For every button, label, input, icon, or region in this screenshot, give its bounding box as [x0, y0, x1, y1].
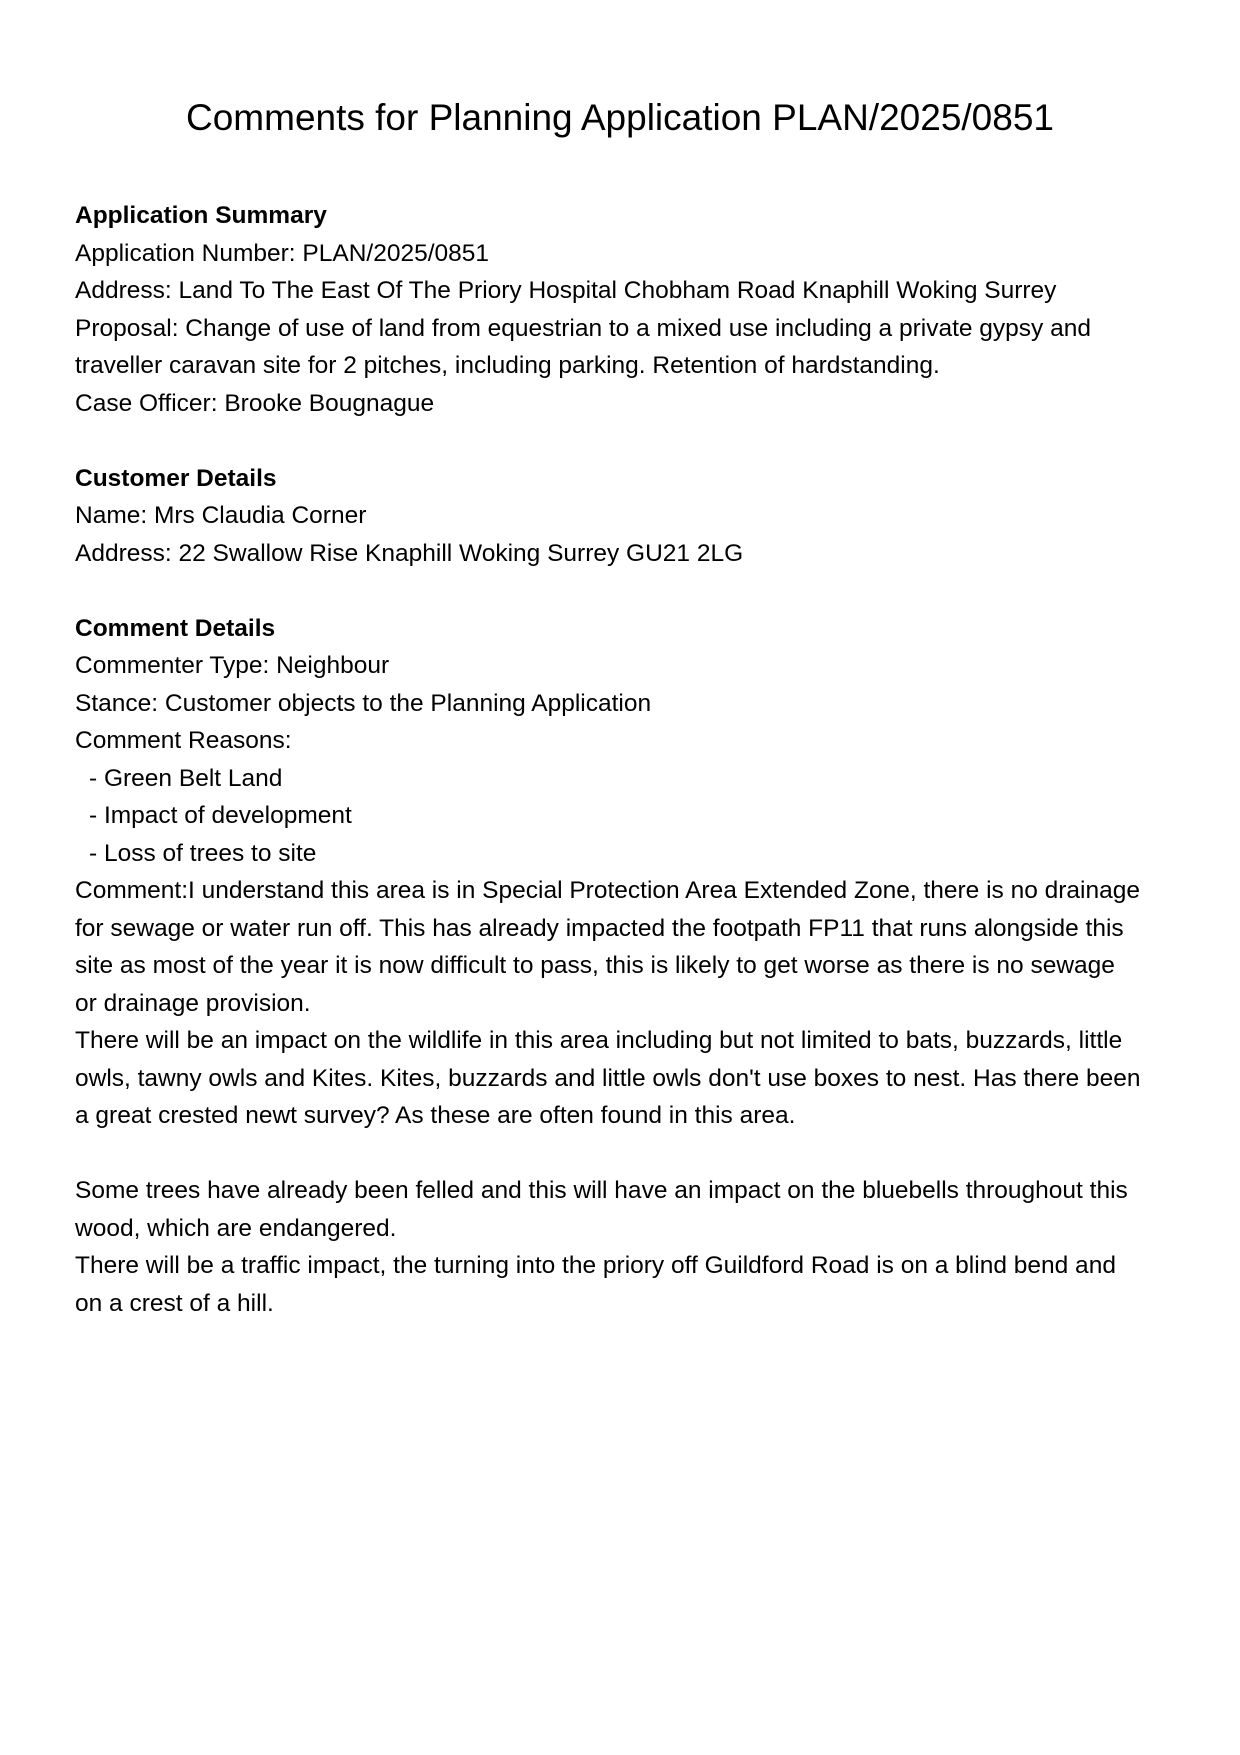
- customer-details-heading: Customer Details: [75, 464, 277, 492]
- comment-reasons-label: Comment Reasons:: [75, 727, 292, 754]
- stance: Stance: Customer objects to the Planning Application: [75, 689, 652, 717]
- comment-text-line: There will be a traffic impact, the turning into the priory off Guildford Road is on a blind bend and: [75, 1252, 1116, 1279]
- customer-name: Name: Mrs Claudia Corner: [75, 502, 367, 529]
- comment-details-section: [75, 610, 1175, 1323]
- customer-address: Address: 22 Swallow Rise Knaphill Woking Surrey GU21 2LG: [75, 539, 744, 567]
- comment-text-line: a great crested newt survey? As these are often found in this area.: [75, 1102, 796, 1129]
- document-body: [75, 197, 1175, 1322]
- application-summary-heading: Application Summary: [75, 202, 327, 229]
- case-officer: Case Officer: Brooke Bougnague: [75, 389, 435, 417]
- comment-details-heading: Comment Details: [75, 614, 276, 642]
- section-spacer: [75, 572, 1175, 610]
- comment-text-line: or drainage provision.: [75, 989, 311, 1017]
- comment-text-line: for sewage or water run off. This has already impacted the footpath FP11 that runs alongside this: [75, 914, 1124, 942]
- page-title: Comments for Planning Application PLAN/2025/0851: [186, 97, 1054, 138]
- commenter-type: Commenter Type: Neighbour: [75, 652, 390, 679]
- comment-reason-item: - Green Belt Land: [89, 764, 283, 792]
- comment-text-line: There will be an impact on the wildlife in this area including but not limited to bats, buzzards, little: [75, 1027, 1123, 1054]
- application-number: Application Number: PLAN/2025/0851: [75, 239, 490, 267]
- comment-text-line: Some trees have already been felled and this will have an impact on the bluebells throughout this: [75, 1177, 1128, 1204]
- comment-text-line: wood, which are endangered.: [75, 1214, 397, 1242]
- comment-text-line: on a crest of a hill.: [75, 1289, 274, 1317]
- comment-reason-item: - Loss of trees to site: [89, 839, 317, 867]
- comment-text-line: site as most of the year it is now difficult to pass, this is likely to get worse as there is no sewage: [75, 952, 1115, 979]
- comment-paragraph-break: [75, 1135, 1175, 1173]
- proposal-line-2: traveller caravan site for 2 pitches, including parking. Retention of hardstanding.: [75, 352, 940, 379]
- comment-text-line: owls, tawny owls and Kites. Kites, buzzards and little owls don't use boxes to nest. Has there been: [75, 1064, 1141, 1092]
- proposal-line-1: Proposal: Change of use of land from equestrian to a mixed use including a private gypsy and: [75, 314, 1091, 342]
- section-spacer: [75, 422, 1175, 460]
- customer-details-section: [75, 460, 1175, 573]
- comment-reason-item: - Impact of development: [89, 802, 352, 829]
- application-summary-section: [75, 197, 1175, 422]
- comment-text-line: Comment:I understand this area is in Special Protection Area Extended Zone, there is no drainage: [75, 877, 1141, 904]
- application-address: Address: Land To The East Of The Priory Hospital Chobham Road Knaphill Woking Surrey: [75, 277, 1057, 304]
